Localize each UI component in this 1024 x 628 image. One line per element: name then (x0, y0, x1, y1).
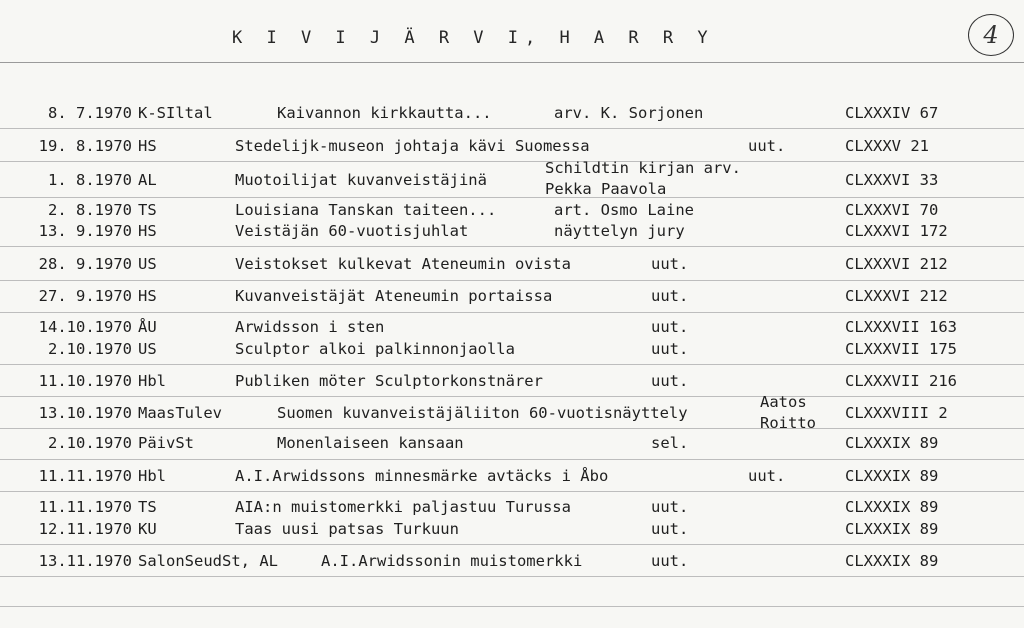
entry-date: 8. 7.1970 (48, 104, 132, 122)
entry-source: AL (138, 171, 157, 189)
entry-ref: CLXXXVIII 2 (845, 404, 948, 422)
entry-title: Veistäjän 60-vuotisjuhlat (235, 222, 469, 240)
entry-date: 14.10.1970 (38, 318, 132, 336)
entry-note-continued: Roitto (760, 414, 816, 432)
entry-source: PäivSt (138, 434, 194, 452)
entry-ref: CLXXXVII 216 (845, 372, 957, 390)
entry-row (0, 467, 1024, 487)
entry-date: 28. 9.1970 (38, 255, 132, 273)
entry-ref: CLXXXVI 33 (845, 171, 939, 189)
entry-source: HS (138, 287, 157, 305)
entry-row (0, 104, 1024, 124)
entry-row (0, 340, 1024, 360)
entry-note: uut. (651, 520, 689, 538)
entry-date: 12.11.1970 (38, 520, 132, 538)
entry-title: Stedelijk-museon johtaja kävi Suomessa (235, 137, 590, 155)
entry-row (0, 255, 1024, 275)
row-divider (0, 396, 1024, 397)
entry-note: näyttelyn jury (554, 222, 685, 240)
entry-note: Schildtin kirjan arv. (545, 159, 741, 177)
entry-title: Kaivannon kirkkautta... (277, 104, 492, 122)
entry-source: ÅU (138, 318, 157, 336)
entry-source: HS (138, 222, 157, 240)
entry-row (0, 520, 1024, 540)
entry-row (0, 393, 1024, 432)
entry-ref: CLXXXIX 89 (845, 552, 939, 570)
entry-ref: CLXXXV 21 (845, 137, 929, 155)
entry-source: US (138, 255, 157, 273)
row-divider (0, 128, 1024, 129)
entry-ref: CLXXXIV 67 (845, 104, 939, 122)
entry-title: AIA:n muistomerkki paljastuu Turussa (235, 498, 571, 516)
entry-source: Hbl (138, 372, 166, 390)
entry-note: uut. (748, 467, 786, 485)
entry-source: HS (138, 137, 157, 155)
row-divider (0, 364, 1024, 365)
entry-row (0, 434, 1024, 454)
entry-ref: CLXXXVI 212 (845, 287, 948, 305)
entry-source: TS (138, 498, 157, 516)
entry-ref: CLXXXVII 175 (845, 340, 957, 358)
entry-row (0, 137, 1024, 157)
row-divider (0, 280, 1024, 281)
entry-note: art. Osmo Laine (554, 201, 694, 219)
entry-note: uut. (651, 255, 689, 273)
entry-note: Aatos (760, 393, 807, 411)
row-divider (0, 459, 1024, 460)
row-divider (0, 544, 1024, 545)
entry-source: K-SIltal (138, 104, 213, 122)
entry-row (0, 372, 1024, 392)
entry-title: A.I.Arwidssonin muistomerkki (321, 552, 583, 570)
entry-title: Muotoilijat kuvanveistäjinä (235, 171, 487, 189)
entry-date: 27. 9.1970 (38, 287, 132, 305)
entry-row (0, 318, 1024, 338)
entry-ref: CLXXXVI 172 (845, 222, 948, 240)
entry-note: uut. (651, 498, 689, 516)
entry-note: uut. (651, 318, 689, 336)
entry-title: Taas uusi patsas Turkuun (235, 520, 459, 538)
row-divider (0, 491, 1024, 492)
entry-row (0, 159, 1024, 198)
entry-title: Kuvanveistäjät Ateneumin portaissa (235, 287, 553, 305)
page-number: 4 (968, 14, 1014, 56)
card-title: K I V I J Ä R V I, H A R R Y (232, 28, 715, 48)
entry-ref: CLXXXIX 89 (845, 434, 939, 452)
entry-title: A.I.Arwidssons minnesmärke avtäcks i Åbo (235, 467, 609, 485)
entry-row (0, 552, 1024, 572)
entry-source: KU (138, 520, 157, 538)
entry-date: 2.10.1970 (48, 434, 132, 452)
entry-date: 11.11.1970 (38, 498, 132, 516)
entry-title: Arwidsson i sten (235, 318, 385, 336)
entry-note: uut. (651, 340, 689, 358)
entry-note: uut. (651, 372, 689, 390)
entry-source: Hbl (138, 467, 166, 485)
entry-source: MaasTulev (138, 404, 222, 422)
entry-date: 13. 9.1970 (38, 222, 132, 240)
entry-title: Sculptor alkoi palkinnonjaolla (235, 340, 515, 358)
entry-date: 11.10.1970 (38, 372, 132, 390)
entry-source: SalonSeudSt, AL (138, 552, 278, 570)
entry-title: Suomen kuvanveistäjäliiton 60-vuotisnäyttely (277, 404, 688, 422)
entry-row (0, 287, 1024, 307)
entry-title: Veistokset kulkevat Ateneumin ovista (235, 255, 571, 273)
entry-ref: CLXXXVII 163 (845, 318, 957, 336)
entry-date: 13.11.1970 (38, 552, 132, 570)
row-divider (0, 312, 1024, 313)
entry-source: US (138, 340, 157, 358)
entry-ref: CLXXXIX 89 (845, 520, 939, 538)
entry-ref: CLXXXVI 212 (845, 255, 948, 273)
entry-date: 13.10.1970 (38, 404, 132, 422)
entry-date: 1. 8.1970 (48, 171, 132, 189)
entry-date: 2. 8.1970 (48, 201, 132, 219)
entry-ref: CLXXXVI 70 (845, 201, 939, 219)
entry-title: Publiken möter Sculptorkonstnärer (235, 372, 543, 390)
entry-title: Louisiana Tanskan taiteen... (235, 201, 497, 219)
entry-note-continued: Pekka Paavola (545, 180, 667, 198)
header-rule (0, 62, 1024, 63)
entry-source: TS (138, 201, 157, 219)
entry-ref: CLXXXIX 89 (845, 467, 939, 485)
row-divider (0, 576, 1024, 577)
entry-date: 2.10.1970 (48, 340, 132, 358)
entry-row (0, 201, 1024, 221)
row-divider (0, 161, 1024, 162)
row-divider (0, 246, 1024, 247)
entry-note: uut. (651, 287, 689, 305)
entry-row (0, 222, 1024, 242)
row-divider (0, 197, 1024, 198)
entry-note: uut. (651, 552, 689, 570)
entry-note: arv. K. Sorjonen (554, 104, 704, 122)
entry-ref: CLXXXIX 89 (845, 498, 939, 516)
row-divider (0, 428, 1024, 429)
entry-date: 11.11.1970 (38, 467, 132, 485)
entry-date: 19. 8.1970 (38, 137, 132, 155)
entry-row (0, 498, 1024, 518)
entry-note: uut. (748, 137, 786, 155)
entry-title: Monenlaiseen kansaan (277, 434, 464, 452)
row-divider (0, 606, 1024, 607)
entry-note: sel. (651, 434, 689, 452)
